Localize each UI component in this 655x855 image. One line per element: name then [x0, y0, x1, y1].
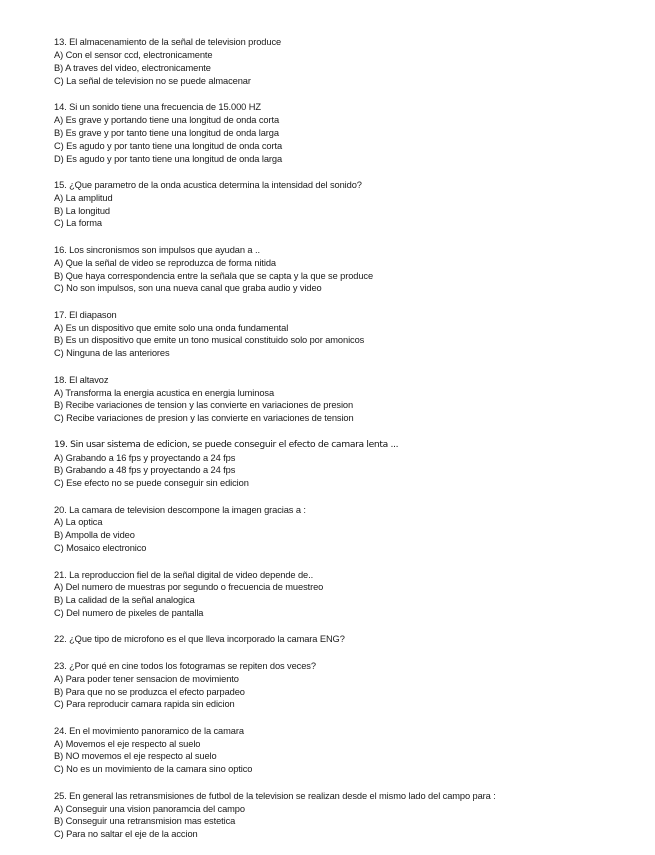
option-b: B) La calidad de la señal analogica — [54, 595, 195, 606]
option-b: B) Recibe variaciones de tension y las convierte en variaciones de presion — [54, 400, 354, 411]
question-18 — [54, 374, 644, 426]
option-b: B) Grabando a 48 fps y proyectando a 24 fps — [54, 465, 236, 476]
option-b: B) Es grave y por tanto tiene una longitud de onda larga — [54, 127, 279, 138]
option-a: A) Es un dispositivo que emite solo una onda fundamental — [54, 322, 289, 333]
option-a: A) Que la señal de video se reproduzca de forma nitida — [54, 257, 276, 268]
question-13 — [54, 36, 644, 88]
question-text: 18. El altavoz — [54, 374, 109, 385]
option-b: B) Conseguir una retransmision mas estetica — [54, 816, 236, 827]
question-17 — [54, 309, 644, 361]
option-b: B) Para que no se produzca el efecto parpadeo — [54, 686, 245, 697]
option-c: C) La forma — [54, 218, 102, 229]
option-a: A) La optica — [54, 517, 103, 528]
option-c: C) Mosaico electronico — [54, 543, 147, 554]
question-text: 16. Los sincronismos son impulsos que ayudan a .. — [54, 244, 260, 255]
option-b: B) Es un dispositivo que emite un tono musical constituido solo por amonicos — [54, 335, 365, 346]
question-16 — [54, 244, 644, 296]
option-b: B) A traves del video, electronicamente — [54, 62, 211, 73]
question-21 — [54, 569, 644, 621]
option-c: C) No son impulsos, son una nueva canal que graba audio y video — [54, 283, 322, 294]
question-text: 14. Si un sonido tiene una frecuencia de 15.000 HZ — [54, 101, 261, 112]
option-c: C) La señal de television no se puede almacenar — [54, 75, 251, 86]
question-text: 25. En general las retransmisiones de futbol de la television se realizan desde el mismo lado del campo para : — [54, 790, 496, 801]
question-14 — [54, 101, 644, 165]
question-text: 20. La camara de television descompone la imagen gracias a : — [54, 504, 306, 515]
question-15 — [54, 179, 644, 231]
option-c: C) Ese efecto no se puede conseguir sin edicion — [54, 478, 249, 489]
option-a: A) La amplitud — [54, 192, 113, 203]
option-a: A) Movemos el eje respecto al suelo — [54, 738, 201, 749]
question-text: 17. El diapason — [54, 309, 117, 320]
question-text: 22. ¿Que tipo de microfono es el que lleva incorporado la camara ENG? — [54, 634, 345, 645]
option-a: A) Es grave y portando tiene una longitud de onda corta — [54, 114, 280, 125]
question-24 — [54, 725, 644, 777]
question-23 — [54, 660, 644, 712]
question-19 — [54, 439, 644, 491]
option-a: A) Para poder tener sensacion de movimiento — [54, 673, 239, 684]
option-c: C) Del numero de pixeles de pantalla — [54, 608, 204, 619]
question-text: 13. El almacenamiento de la señal de television produce — [54, 37, 282, 47]
question-20 — [54, 504, 644, 556]
option-a: A) Con el sensor ccd, electronicamente — [54, 49, 213, 60]
question-text: 19. Sin usar sistema de edicion, se puede conseguir el efecto de camara lenta ... — [54, 438, 399, 450]
option-a: A) Transforma la energia acustica en energia luminosa — [54, 387, 275, 398]
question-text: 24. En el movimiento panoramico de la camara — [54, 725, 244, 736]
option-d: D) Es agudo y por tanto tiene una longitud de onda larga — [54, 153, 283, 164]
option-a: A) Conseguir una vision panoramcia del campo — [54, 803, 245, 814]
question-text: 15. ¿Que parametro de la onda acustica determina la intensidad del sonido? — [54, 179, 362, 190]
option-b: B) Que haya correspondencia entre la señala que se capta y la que se produce — [54, 270, 374, 281]
option-c: C) Recibe variaciones de presion y las convierte en variaciones de tension — [54, 413, 354, 424]
option-c: C) Ninguna de las anteriores — [54, 348, 170, 359]
document-page — [54, 36, 644, 855]
option-c: C) Para no saltar el eje de la accion — [54, 829, 198, 840]
option-b: B) NO movemos el eje respecto al suelo — [54, 751, 217, 762]
option-a: A) Del numero de muestras por segundo o frecuencia de muestreo — [54, 582, 324, 593]
option-c: C) Para reproducir camara rapida sin edicion — [54, 699, 235, 710]
question-22 — [54, 633, 644, 646]
question-text: 21. La reproduccion fiel de la señal digital de video depende de.. — [54, 569, 314, 580]
question-25 — [54, 790, 644, 842]
option-c: C) Es agudo y por tanto tiene una longitud de onda corta — [54, 140, 283, 151]
option-c: C) No es un movimiento de la camara sino optico — [54, 764, 253, 775]
option-a: A) Grabando a 16 fps y proyectando a 24 fps — [54, 452, 236, 463]
question-text: 23. ¿Por qué en cine todos los fotogramas se repiten dos veces? — [54, 660, 316, 671]
option-b: B) La longitud — [54, 205, 110, 216]
option-b: B) Ampolla de video — [54, 530, 135, 541]
